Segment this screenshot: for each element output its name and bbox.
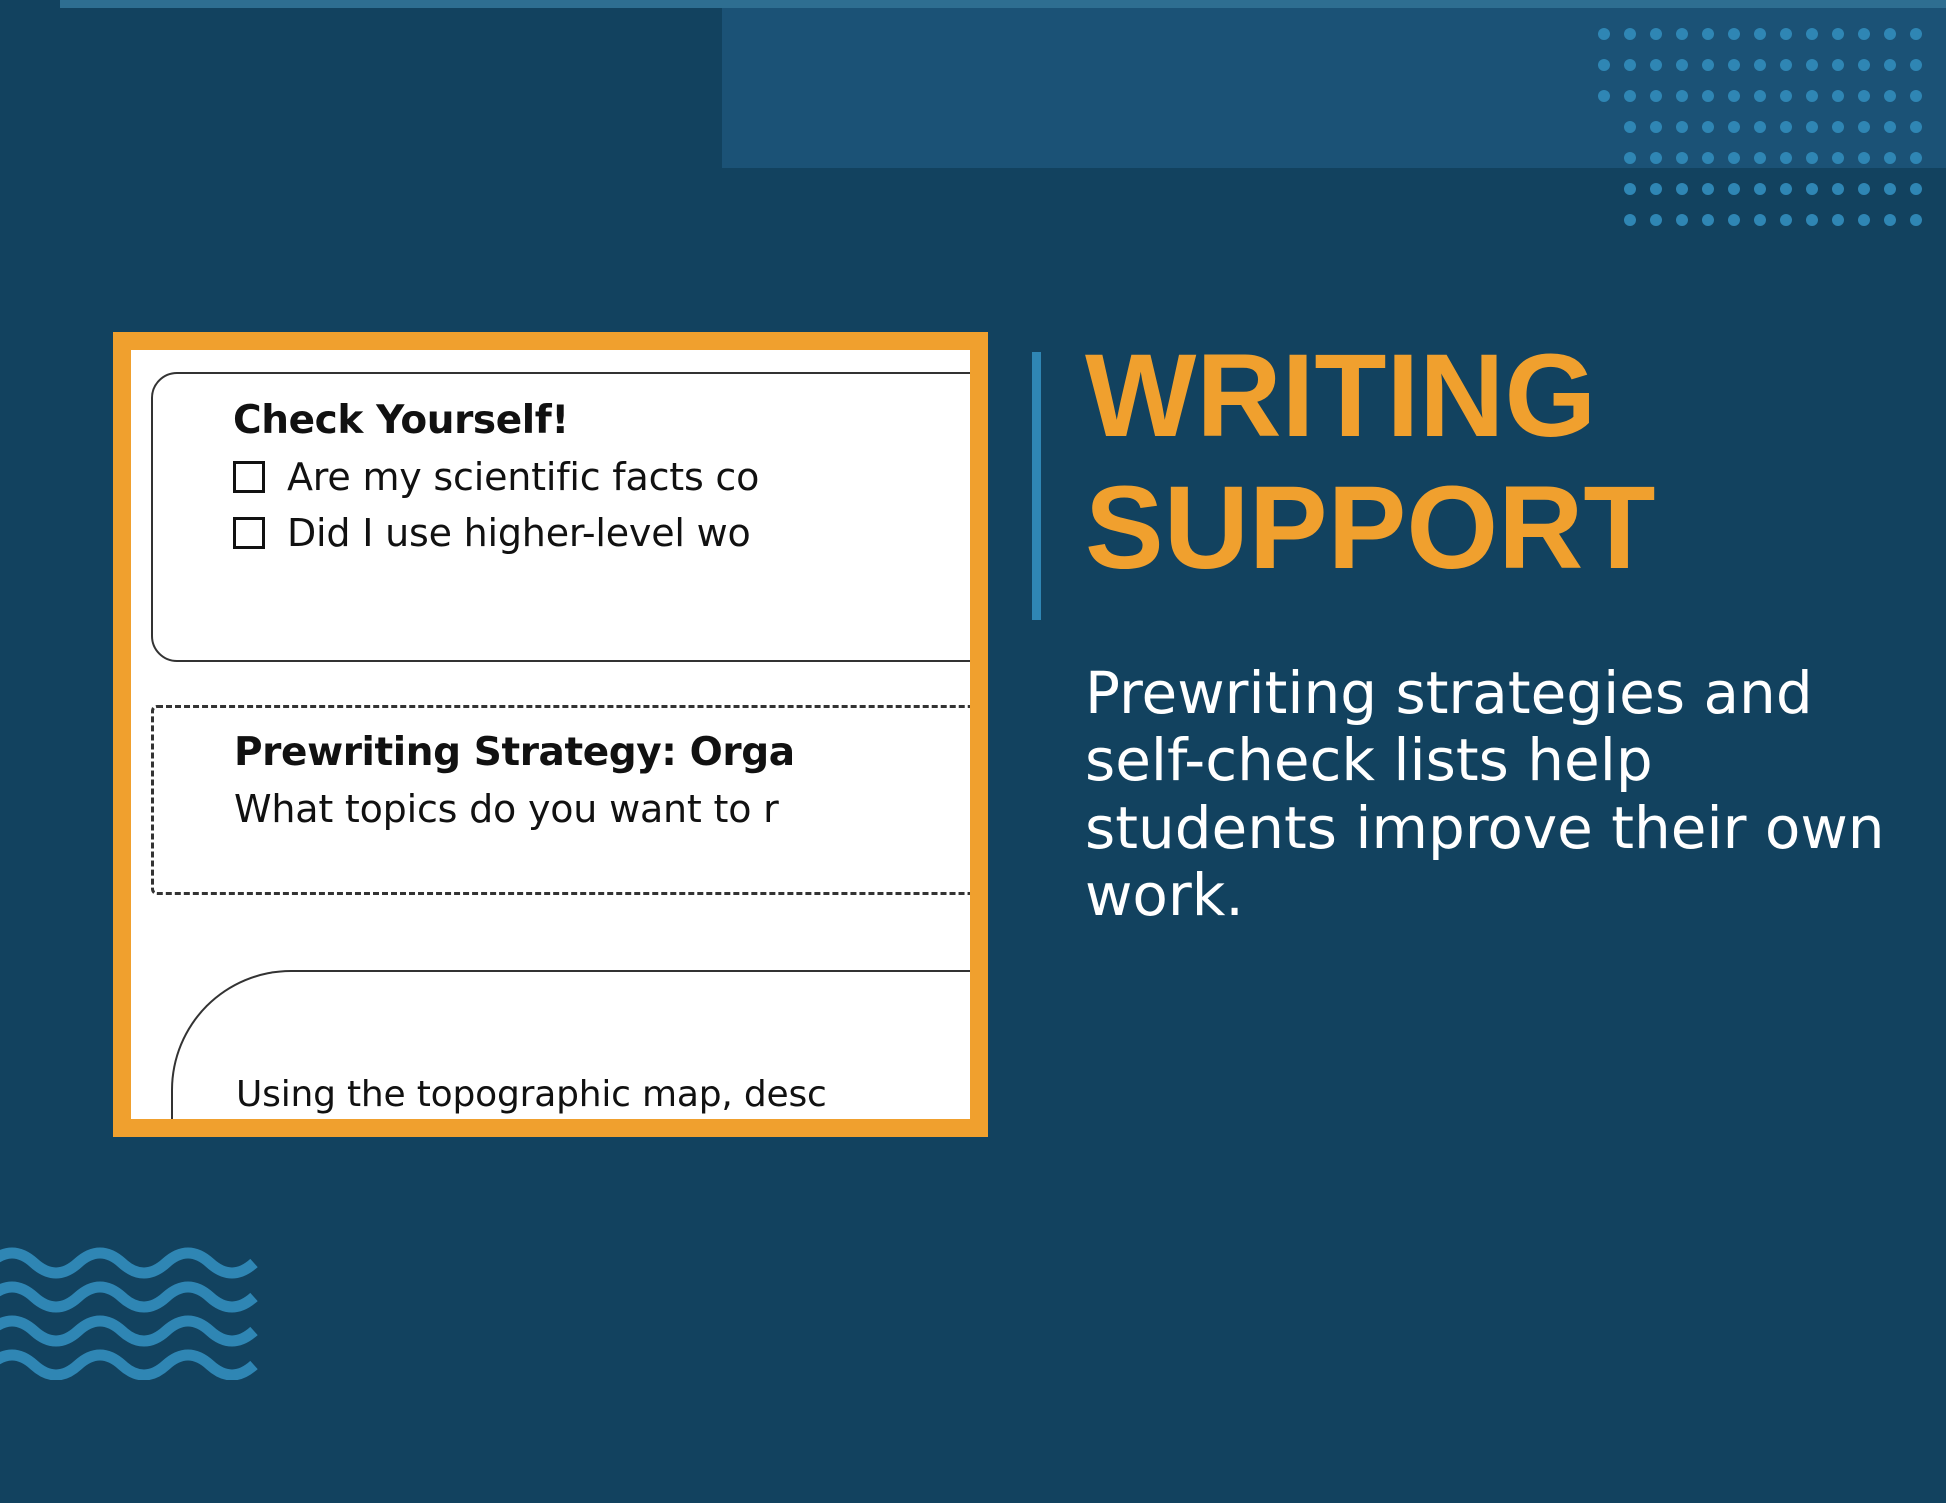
dot: [1728, 152, 1740, 164]
check-yourself-box: [151, 372, 970, 662]
dot: [1884, 183, 1896, 195]
dot: [1676, 28, 1688, 40]
dot: [1910, 28, 1922, 40]
dot: [1650, 90, 1662, 102]
dot: [1910, 90, 1922, 102]
check-yourself-title: Check Yourself!: [233, 398, 569, 443]
bottom-prompt-text: Using the topographic map, desc: [236, 1074, 827, 1115]
dot: [1910, 121, 1922, 133]
dot: [1858, 214, 1870, 226]
dot: [1728, 90, 1740, 102]
check-item-2-label: Did I use higher-level wo: [287, 511, 751, 555]
worksheet-image-card: [113, 332, 988, 1137]
dot: [1702, 214, 1714, 226]
top-accent-bar-left: [0, 0, 722, 8]
page-title-line-1: WRITING: [1085, 330, 1597, 462]
dot: [1754, 59, 1766, 71]
dot: [1806, 59, 1818, 71]
dot: [1728, 121, 1740, 133]
prewriting-strategy-box: [151, 705, 970, 895]
dot: [1832, 59, 1844, 71]
dot: [1884, 152, 1896, 164]
prewriting-title: Prewriting Strategy: Orga: [234, 730, 795, 775]
dot: [1624, 59, 1636, 71]
dot: [1702, 183, 1714, 195]
dot: [1858, 152, 1870, 164]
dot: [1676, 183, 1688, 195]
dot: [1832, 28, 1844, 40]
dot: [1806, 214, 1818, 226]
dot: [1884, 90, 1896, 102]
dot: [1806, 28, 1818, 40]
dot: [1832, 183, 1844, 195]
dot: [1754, 214, 1766, 226]
dot: [1650, 59, 1662, 71]
dot: [1728, 214, 1740, 226]
top-accent-bar: [722, 0, 1946, 8]
dot: [1780, 183, 1792, 195]
dot: [1624, 214, 1636, 226]
dot: [1650, 28, 1662, 40]
dot: [1884, 214, 1896, 226]
dot: [1754, 90, 1766, 102]
dot: [1780, 121, 1792, 133]
checkbox-icon[interactable]: [233, 461, 265, 493]
top-left-notch: [0, 0, 60, 14]
dot: [1702, 152, 1714, 164]
wave-decoration: [0, 1245, 310, 1380]
dot: [1598, 90, 1610, 102]
dot: [1598, 59, 1610, 71]
dot: [1780, 90, 1792, 102]
dot: [1702, 28, 1714, 40]
dot: [1806, 121, 1818, 133]
dot: [1676, 152, 1688, 164]
dot: [1832, 90, 1844, 102]
dot: [1910, 152, 1922, 164]
dot: [1650, 121, 1662, 133]
dot: [1858, 121, 1870, 133]
dot: [1780, 28, 1792, 40]
headline-accent-rule: [1032, 352, 1041, 620]
dot: [1702, 121, 1714, 133]
dot: [1728, 28, 1740, 40]
dot: [1884, 59, 1896, 71]
worksheet-image: [131, 350, 970, 1119]
dot: [1910, 214, 1922, 226]
dot: [1754, 152, 1766, 164]
dot: [1884, 121, 1896, 133]
dot: [1858, 59, 1870, 71]
dot: [1728, 183, 1740, 195]
dot: [1780, 59, 1792, 71]
dot: [1624, 121, 1636, 133]
dot: [1910, 59, 1922, 71]
dot: [1832, 214, 1844, 226]
checkbox-icon[interactable]: [233, 517, 265, 549]
dot: [1806, 152, 1818, 164]
dot: [1676, 90, 1688, 102]
check-yourself-item-1: [233, 455, 970, 499]
dot: [1676, 121, 1688, 133]
dot: [1806, 183, 1818, 195]
dot: [1624, 28, 1636, 40]
dot: [1858, 183, 1870, 195]
dot: [1884, 28, 1896, 40]
page-subtitle: Prewriting strategies and self-check lists help students improve their own work.: [1085, 659, 1885, 929]
dot: [1754, 183, 1766, 195]
dot: [1650, 214, 1662, 226]
dot: [1754, 121, 1766, 133]
dot: [1832, 152, 1844, 164]
dot: [1910, 183, 1922, 195]
dot: [1858, 90, 1870, 102]
dot: [1780, 214, 1792, 226]
dot: [1650, 152, 1662, 164]
prewriting-prompt: What topics do you want to r: [234, 787, 779, 831]
dot: [1624, 183, 1636, 195]
dot: [1598, 28, 1610, 40]
dot-grid-decoration: [1598, 28, 1928, 233]
dot: [1624, 90, 1636, 102]
dot: [1754, 28, 1766, 40]
dot: [1702, 59, 1714, 71]
check-yourself-item-2: [233, 511, 970, 555]
dot: [1650, 183, 1662, 195]
dot: [1676, 59, 1688, 71]
dot: [1858, 28, 1870, 40]
dot: [1728, 59, 1740, 71]
dot: [1806, 90, 1818, 102]
dot: [1832, 121, 1844, 133]
check-item-1-label: Are my scientific facts co: [287, 455, 760, 499]
dot: [1702, 90, 1714, 102]
dot: [1624, 152, 1636, 164]
dot: [1780, 152, 1792, 164]
page-title: [1085, 330, 1885, 594]
dot: [1676, 214, 1688, 226]
page-title-line-2: SUPPORT: [1085, 462, 1656, 595]
